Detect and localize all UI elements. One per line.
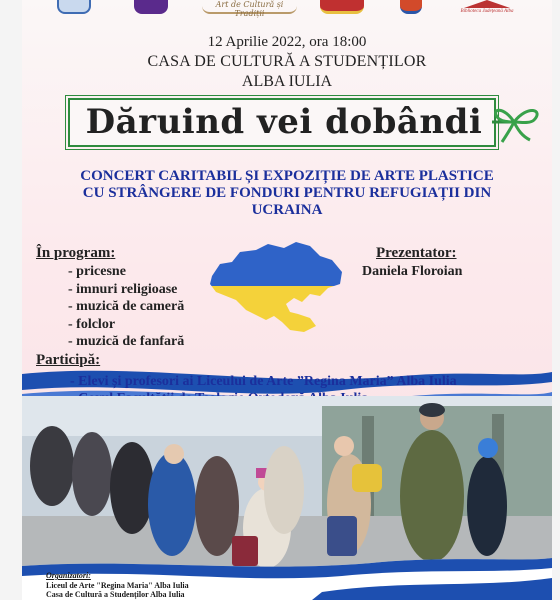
ukraine-flag-map-icon (206, 238, 346, 338)
title-frame (68, 98, 496, 147)
program-item: - imnuri religioase (68, 281, 178, 297)
program-list (68, 263, 184, 351)
program-item: - muzică de cameră (68, 299, 185, 315)
program-heading-colon: : (110, 245, 116, 261)
library-logo-icon (452, 0, 522, 16)
library-logo-text: Biblioteca Județeană Alba (460, 9, 514, 14)
culture-logo-icon (202, 0, 297, 18)
organizers-heading: Organizatori: (46, 571, 91, 580)
event-poster (22, 0, 552, 600)
presenter-heading-text: Prezentator (376, 245, 452, 261)
green-ribbon-bow-icon (484, 100, 548, 144)
presenter-heading (376, 245, 457, 262)
presenter-name: Daniela Floroian (362, 264, 463, 279)
right-margin (552, 0, 560, 600)
subtitle-line: CU STRÂNGERE DE FONDURI PENTRU REFUGIAȚII DIN (82, 185, 492, 201)
culture-logo-text: Art de Cultură și Tradiții (215, 0, 284, 18)
participants-heading-colon: : (95, 352, 101, 368)
school-logo-icon (57, 0, 91, 14)
venue-city: ALBA IULIA (241, 73, 333, 90)
program-item: - muzică de fanfară (68, 334, 185, 350)
refugees-photo (22, 396, 552, 570)
participants-heading-text: Participă (36, 352, 96, 368)
organizer-line: Casa de Cultură a Studenților Alba Iulia (46, 590, 185, 599)
program-item: - pricesne (68, 264, 126, 279)
event-date: 12 Aprilie 2022, ora 18:00 (207, 34, 367, 50)
presenter-heading-colon: : (451, 245, 457, 261)
participant-item: - Elevi și profesori ai Liceului de Arte ”Regina Maria” Alba Iulia (70, 374, 457, 389)
program-item: - folclor (68, 316, 116, 332)
program-heading-text: În program (36, 245, 111, 261)
county-coat-of-arms-icon (400, 0, 422, 14)
participants-heading (36, 352, 100, 369)
organizer-line: Liceul de Arte "Regina Maria" Alba Iulia (46, 581, 189, 590)
faculty-logo-icon (134, 0, 168, 14)
poster-title: Dăruind vei dobândi (85, 102, 483, 142)
left-margin (0, 0, 22, 600)
subtitle-line: UCRAINA (251, 202, 323, 218)
subtitle-line: CONCERT CARITABIL ȘI EXPOZIȚIE DE ARTE PLASTICE (80, 168, 494, 184)
program-heading (36, 245, 115, 262)
venue-name: CASA DE CULTURĂ A STUDENȚILOR (147, 53, 427, 70)
crest-logo-icon (320, 0, 364, 14)
event-subtitle (42, 168, 532, 219)
partner-logos-strip (22, 0, 552, 18)
